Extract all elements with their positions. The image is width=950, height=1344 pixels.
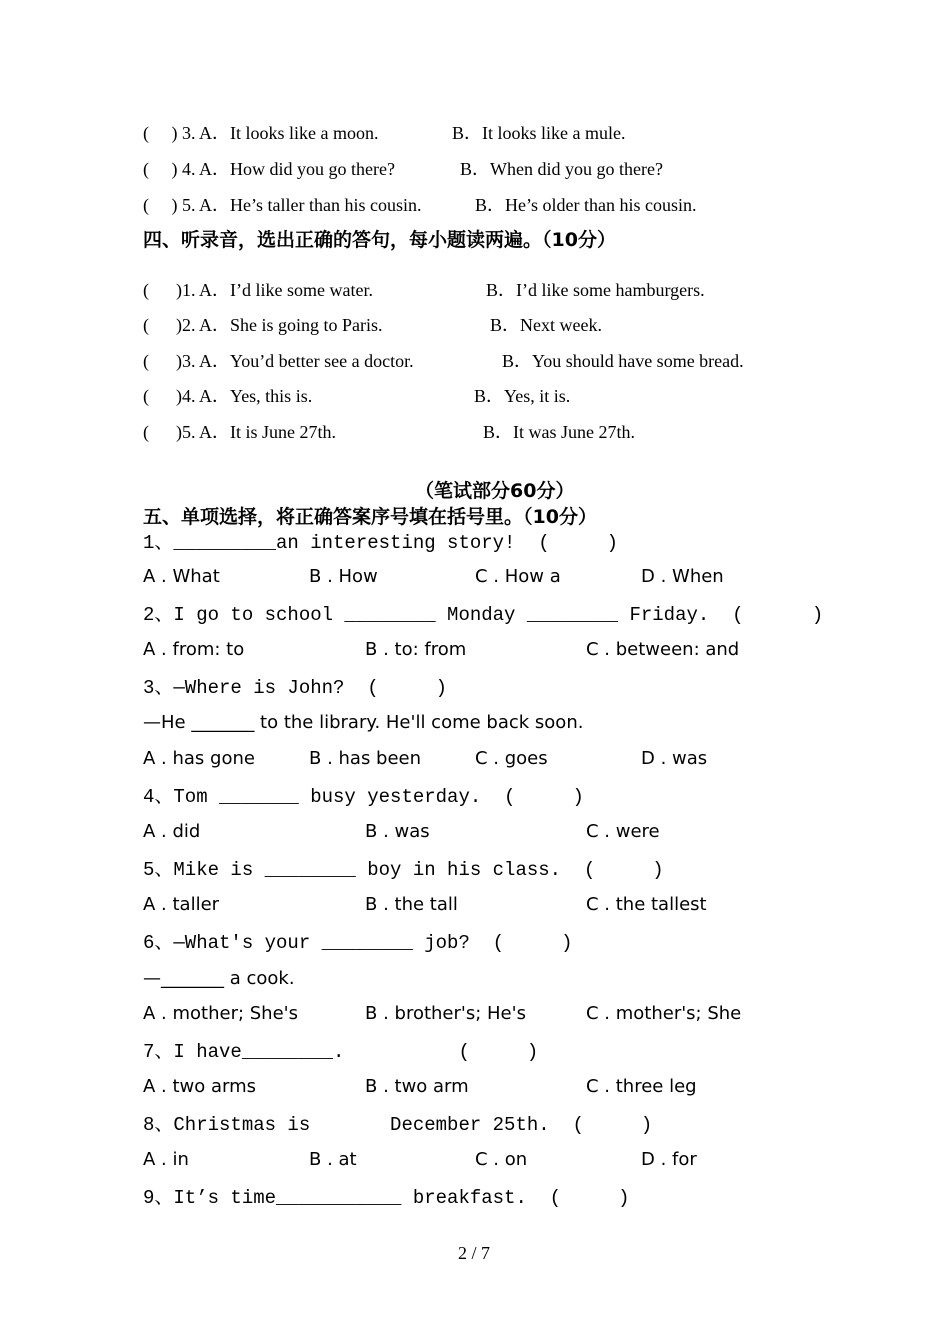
s3-q3-option-a: ( ) 3. A．It looks like a moon. bbox=[143, 123, 379, 143]
s4-q5-option-a: ( )5. A．It is June 27th. bbox=[143, 422, 336, 442]
section5-heading: 五、单项选择，将正确答案序号填在括号里。（10分） bbox=[143, 506, 597, 528]
s3-q3-option-b: B．It looks like a mule. bbox=[452, 123, 626, 143]
written-part-title: （笔试部分60分） bbox=[415, 480, 575, 502]
s5-q6-option-a: A . mother; She's bbox=[143, 1003, 298, 1024]
s5-q1-option-c: C . How a bbox=[475, 566, 561, 587]
s5-q1-option-a: A . What bbox=[143, 566, 220, 587]
s5-q3-option-d: D . was bbox=[641, 748, 708, 769]
s5-q2-option-c: C . between: and bbox=[586, 639, 740, 660]
s5-q8-option-b: B . at bbox=[309, 1149, 357, 1170]
s4-q1-option-a: ( )1. A．I’d like some water. bbox=[143, 280, 373, 300]
s5-q3-stem-reply: —He _______ to the library. He'll come back soon. bbox=[143, 712, 584, 733]
s5-q2-stem: 2、I go to school ________ Monday ________ Friday. ( ) bbox=[143, 604, 824, 626]
s4-q3-option-a: ( )3. A．You’d better see a doctor. bbox=[143, 351, 414, 371]
s5-q1-option-d: D . When bbox=[641, 566, 724, 587]
s5-q4-option-a: A . did bbox=[143, 821, 201, 842]
s4-q4-option-b: B．Yes, it is. bbox=[474, 386, 571, 406]
s5-q7-option-b: B . two arm bbox=[365, 1076, 469, 1097]
s5-q4-stem: 4、Tom _______ busy yesterday. ( ) bbox=[143, 786, 584, 808]
s5-q6-stem: 6、—What's your ________ job? ( ) bbox=[143, 932, 573, 954]
s3-q4-option-a: ( ) 4. A．How did you go there? bbox=[143, 159, 395, 179]
s3-q4-option-b: B．When did you go there? bbox=[460, 159, 663, 179]
s5-q5-option-a: A . taller bbox=[143, 894, 220, 915]
s5-q4-option-b: B . was bbox=[365, 821, 430, 842]
s5-q6-stem-reply: —_______ a cook. bbox=[143, 968, 295, 989]
page-number: 2 / 7 bbox=[458, 1243, 491, 1263]
s5-q3-stem: 3、—Where is John? ( ) bbox=[143, 677, 448, 699]
s5-q4-option-c: C . were bbox=[586, 821, 660, 842]
s5-q6-option-b: B . brother's; He's bbox=[365, 1003, 526, 1024]
s5-q7-option-a: A . two arms bbox=[143, 1076, 257, 1097]
s5-q5-option-c: C . the tallest bbox=[586, 894, 707, 915]
s4-q2-option-a: ( )2. A．She is going to Paris. bbox=[143, 315, 383, 335]
s5-q7-option-c: C . three leg bbox=[586, 1076, 697, 1097]
s4-q5-option-b: B．It was June 27th. bbox=[483, 422, 635, 442]
s5-q7-stem: 7、I have________. ( ) bbox=[143, 1041, 539, 1063]
s5-q9-stem: 9、It’s time___________ breakfast. ( ) bbox=[143, 1187, 630, 1209]
s5-q3-option-b: B . has been bbox=[309, 748, 422, 769]
s5-q1-option-b: B . How bbox=[309, 566, 378, 587]
s5-q2-option-a: A . from: to bbox=[143, 639, 245, 660]
s5-q8-option-a: A . in bbox=[143, 1149, 189, 1170]
s5-q8-option-c: C . on bbox=[475, 1149, 528, 1170]
s4-q1-option-b: B．I’d like some hamburgers. bbox=[486, 280, 705, 300]
s4-q3-option-b: B．You should have some bread. bbox=[502, 351, 744, 371]
section4-heading: 四、听录音，选出正确的答句，每小题读两遍。（10分） bbox=[143, 229, 616, 251]
s4-q4-option-a: ( )4. A．Yes, this is. bbox=[143, 386, 313, 406]
s3-q5-option-b: B．He’s older than his cousin. bbox=[475, 195, 697, 215]
s5-q3-option-a: A . has gone bbox=[143, 748, 255, 769]
s5-q1-stem: 1、_________an interesting story! ( ) bbox=[143, 532, 619, 554]
s5-q2-option-b: B . to: from bbox=[365, 639, 467, 660]
s5-q8-option-d: D . for bbox=[641, 1149, 697, 1170]
s5-q8-stem: 8、Christmas is December 25th. ( ) bbox=[143, 1114, 653, 1136]
s5-q3-option-c: C . goes bbox=[475, 748, 548, 769]
s5-q5-option-b: B . the tall bbox=[365, 894, 458, 915]
s3-q5-option-a: ( ) 5. A．He’s taller than his cousin. bbox=[143, 195, 422, 215]
s5-q5-stem: 5、Mike is ________ boy in his class. ( ) bbox=[143, 859, 664, 881]
s5-q6-option-c: C . mother's; She bbox=[586, 1003, 742, 1024]
s4-q2-option-b: B．Next week. bbox=[490, 315, 602, 335]
